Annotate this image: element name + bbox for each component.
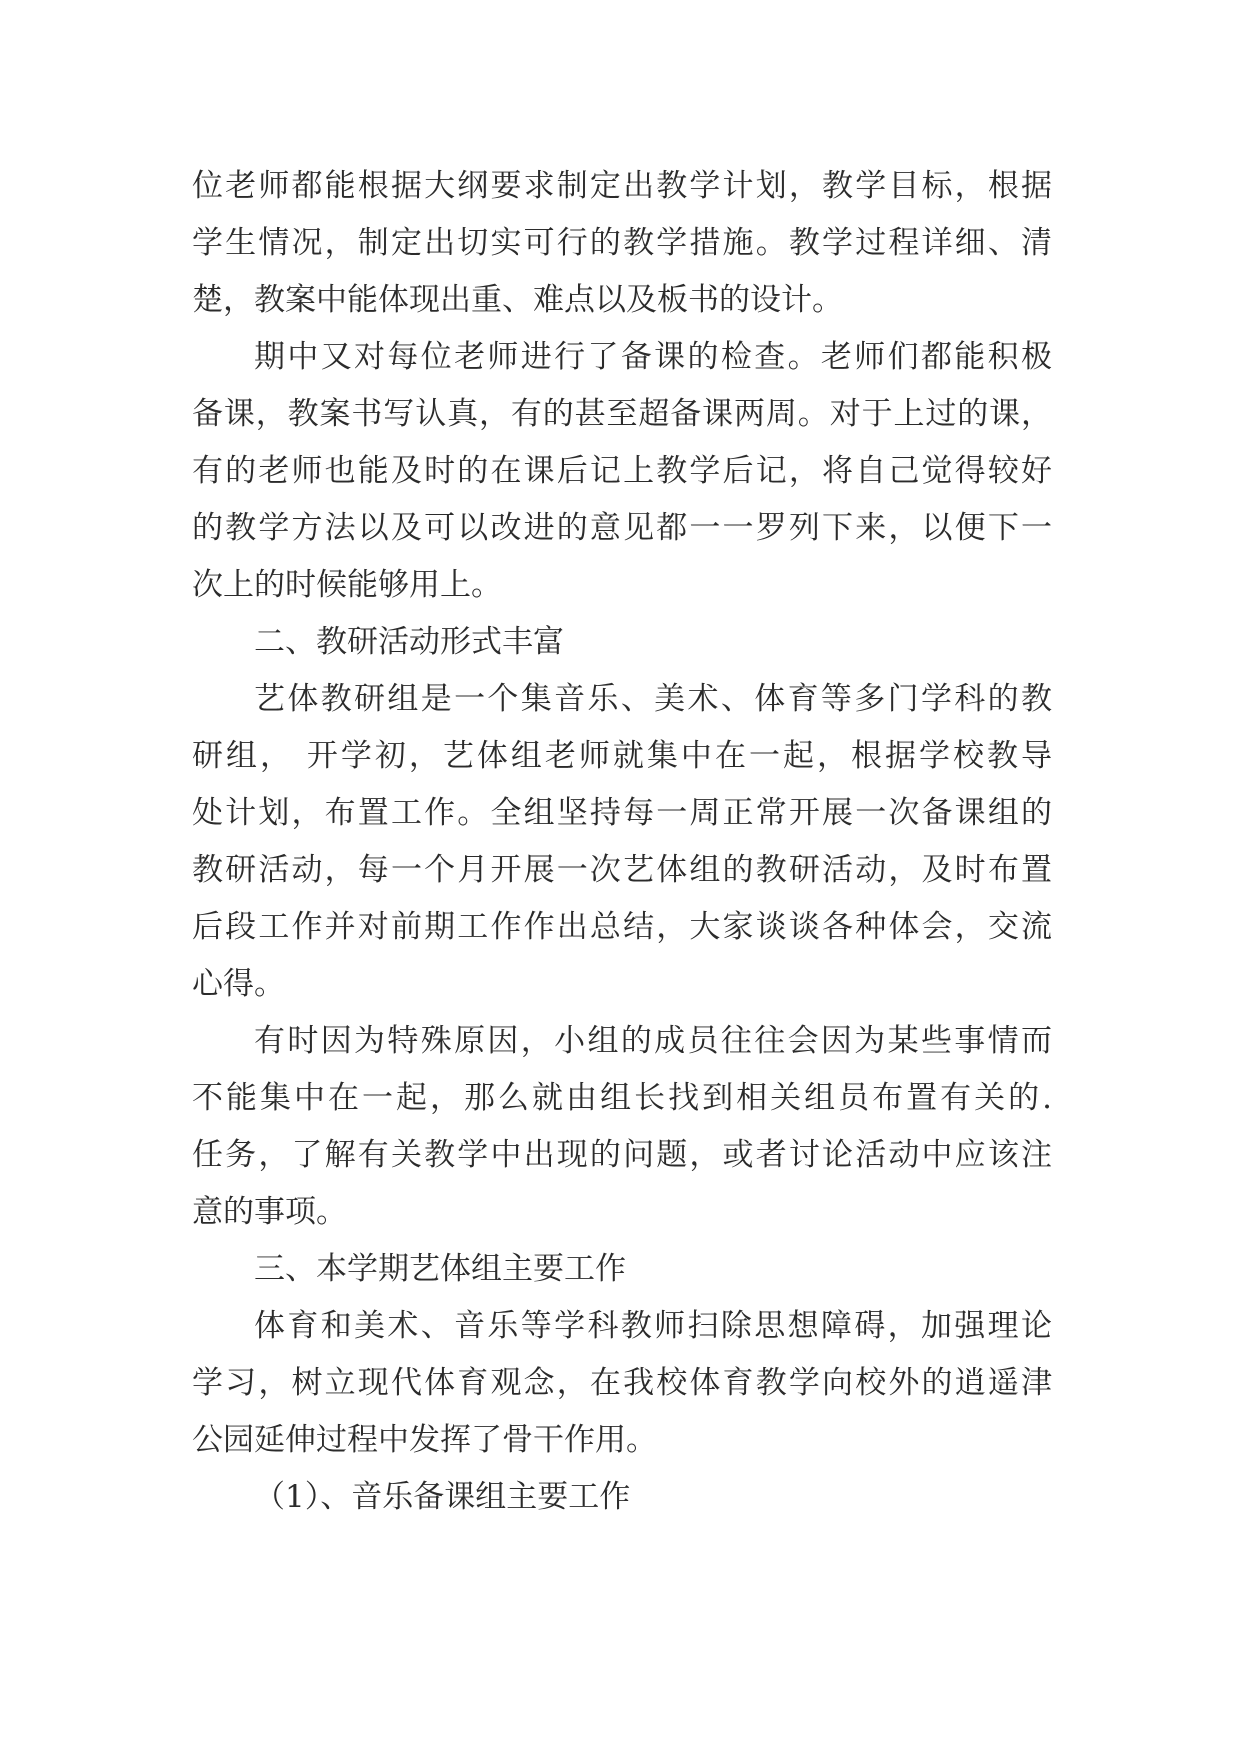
text-line: 位老师都能根据大纲要求制定出教学计划，教学目标，根据 <box>192 168 1052 204</box>
text-line: 公园延伸过程中发挥了骨干作用。 <box>192 1422 657 1458</box>
text-line: 的教学方法以及可以改进的意见都一一罗列下来，以便下一 <box>192 510 1052 546</box>
text-line: 有时因为特殊原因，小组的成员往往会因为某些事情而 <box>254 1023 1052 1059</box>
text-line: 处计划，布置工作。全组坚持每一周正常开展一次备课组的 <box>192 795 1052 831</box>
text-line: 不能集中在一起，那么就由组长找到相关组员布置有关的. <box>192 1080 1052 1116</box>
text-line: 二、教研活动形式丰富 <box>254 624 564 660</box>
document-body <box>192 158 1052 1526</box>
text-line: 心得。 <box>192 966 285 1002</box>
text-line: 次上的时候能够用上。 <box>192 567 502 603</box>
text-line: 备课，教案书写认真，有的甚至超备课两周。对于上过的课， <box>192 396 1052 432</box>
text-line: 后段工作并对前期工作作出总结，大家谈谈各种体会，交流 <box>192 909 1052 945</box>
text-line: 研组， 开学初，艺体组老师就集中在一起，根据学校教导 <box>192 738 1052 774</box>
text-line: 艺体教研组是一个集音乐、美术、体育等多门学科的教 <box>254 681 1052 717</box>
text-line: 任务，了解有关教学中出现的问题，或者讨论活动中应该注 <box>192 1137 1052 1173</box>
text-line: 楚，教案中能体现出重、难点以及板书的设计。 <box>192 282 843 318</box>
text-line: 有的老师也能及时的在课后记上教学后记，将自己觉得较好 <box>192 453 1052 489</box>
text-line: 学习，树立现代体育观念，在我校体育教学向校外的逍遥津 <box>192 1365 1052 1401</box>
text-line: 学生情况，制定出切实可行的教学措施。教学过程详细、清 <box>192 225 1052 261</box>
text-line: （1）、音乐备课组主要工作 <box>254 1479 631 1515</box>
text-line: 体育和美术、音乐等学科教师扫除思想障碍，加强理论 <box>254 1308 1052 1344</box>
text-line: 期中又对每位老师进行了备课的检查。老师们都能积极 <box>254 339 1052 375</box>
text-line: 教研活动，每一个月开展一次艺体组的教研活动，及时布置 <box>192 852 1052 888</box>
text-line: 三、本学期艺体组主要工作 <box>254 1251 626 1287</box>
text-line: 意的事项。 <box>192 1194 347 1230</box>
